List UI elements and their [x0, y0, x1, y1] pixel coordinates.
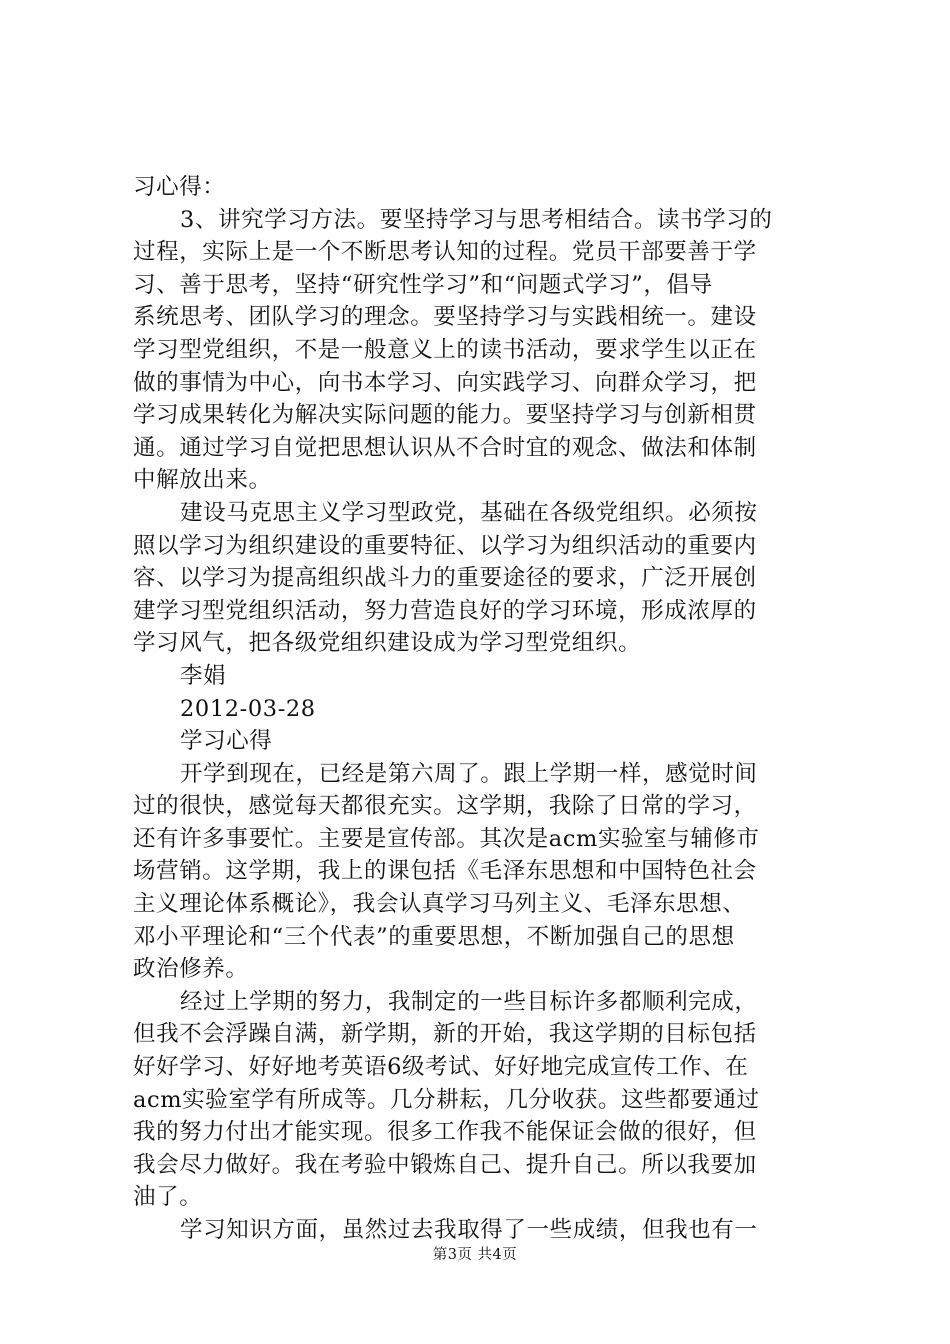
section-title: 学习心得 — [180, 728, 273, 755]
text-line: 邓小平理论和“三个代表”的重要思想，不断加强自己的思想 — [133, 923, 735, 950]
paragraph-start-line: 开学到现在，已经是第六周了。跟上学期一样，感觉时间 — [180, 760, 758, 787]
text-line: 做的事情为中心，向书本学习、向实践学习、向群众学习，把 — [133, 369, 757, 396]
text-line: 系统思考、团队学习的理念。要坚持学习与实践相统一。建设 — [133, 304, 757, 331]
text-line: 政治修养。 — [133, 956, 249, 983]
paragraph-start-line: 3、讲究学习方法。要坚持学习与思考相结合。读书学习的 — [180, 206, 773, 233]
text-line: 我会尽力做好。我在考验中锻炼自己、提升自己。所以我要加 — [133, 1151, 757, 1178]
text-line: 还有许多事要忙。主要是宣传部。其次是acm实验室与辅修市 — [133, 825, 760, 852]
text-line: 中解放出来。 — [133, 467, 272, 494]
text-line: 学习风气，把各级党组织建设成为学习型党组织。 — [133, 630, 642, 657]
text-line: 主义理论体系概论》，我会认真学习马列主义、毛泽东思想、 — [133, 891, 746, 918]
text-line: 好好学习、好好地考英语6级考试、好好地完成宣传工作、在 — [133, 1054, 749, 1081]
document-body — [133, 171, 833, 1247]
text-line: 学习成果转化为解决实际问题的能力。要坚持学习与创新相贯 — [133, 402, 757, 429]
paragraph-start-line: 学习知识方面，虽然过去我取得了一些成绩，但我也有一 — [180, 1217, 758, 1243]
text-line: 场营销。这学期，我上的课包括《毛泽东思想和中国特色社会 — [133, 858, 757, 885]
text-line: 容、以学习为提高组织战斗力的重要途径的要求，广泛开展创 — [133, 565, 757, 592]
author-name: 李娟 — [180, 662, 227, 689]
page-number-footer: 第3页 共4页 — [432, 1247, 518, 1263]
text-line: 通。通过学习自觉把思想认识从不合时宜的观念、做法和体制 — [133, 434, 757, 461]
text-line: 过程，实际上是一个不断思考认知的过程。党员干部要善于学 — [133, 239, 757, 266]
text-line: 我的努力付出才能实现。很多工作我不能保证会做的很好，但 — [133, 1119, 757, 1146]
text-line: 习心得： — [133, 174, 226, 200]
text-line: 照以学习为组织建设的重要特征、以学习为组织活动的重要内 — [133, 532, 757, 559]
text-line: 建学习型党组织活动，努力营造良好的学习环境，形成浓厚的 — [133, 597, 757, 624]
text-line: 油了。 — [133, 1184, 203, 1211]
text-line: 学习型党组织，不是一般意义上的读书活动，要求学生以正在 — [133, 336, 757, 363]
date-line: 2012-03-28 — [180, 695, 316, 722]
paragraph-start-line: 建设马克思主义学习型政党，基础在各级党组织。必须按 — [180, 499, 758, 526]
paragraph-start-line: 经过上学期的努力，我制定的一些目标许多都顺利完成， — [180, 988, 758, 1015]
text-line: acm实验室学有所成等。几分耕耘，几分收获。这些都要通过 — [133, 1086, 760, 1113]
text-line: 但我不会浮躁自满，新学期，新的开始，我这学期的目标包括 — [133, 1021, 757, 1048]
text-line: 过的很快，感觉每天都很充实。这学期，我除了日常的学习， — [133, 793, 757, 820]
text-line: 习、善于思考，坚持“研究性学习”和“问题式学习”，倡导 — [133, 271, 713, 298]
